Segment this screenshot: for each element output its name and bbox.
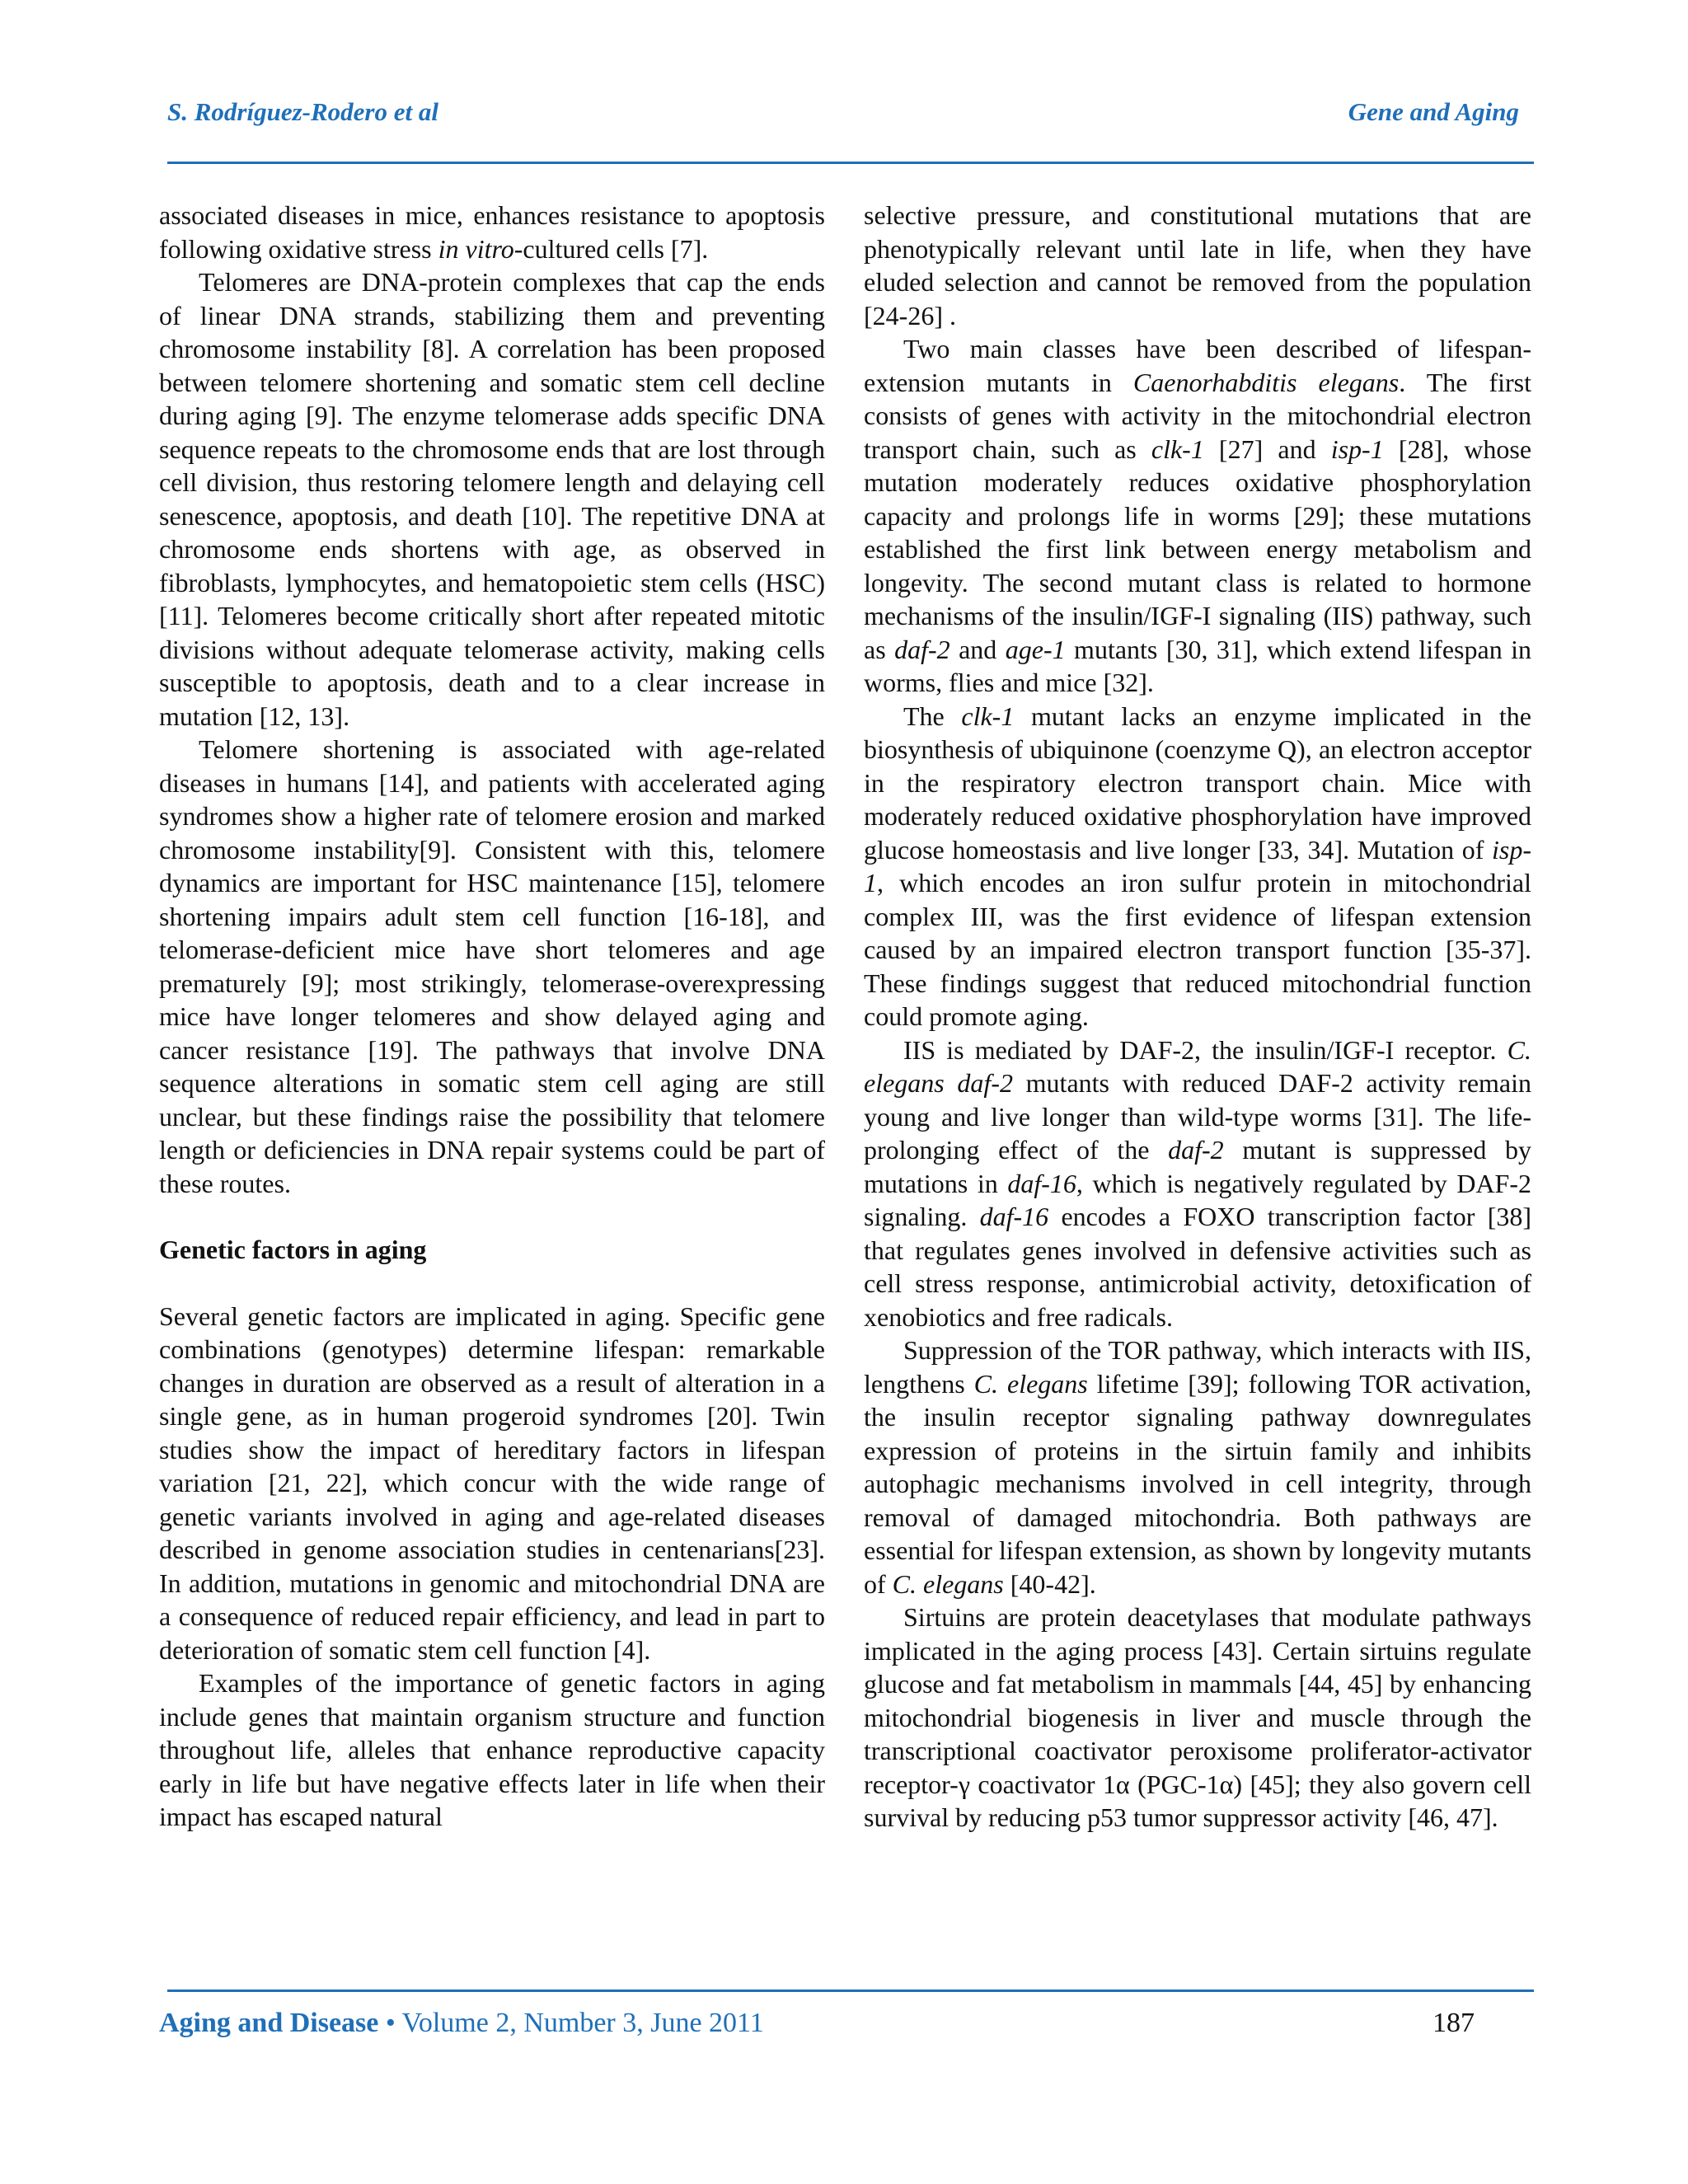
paragraph: The clk-1 mutant lacks an enzyme implicated in the biosynthesis of ubiquinone (coenzyme Q), an electron acceptor in the respiratory electron transport chain. Mice with moderately reduced oxidative phosphorylation have improved glucose homeostasis and live longer [33, 34]. Mutation of isp-1, which encodes an iron sulfur protein in mitochondrial complex III, was the first evidence of lifespan extension caused by an impaired electron transport function [35-37]. These findings suggest that reduced mitochondrial function could promote aging. bbox=[864, 701, 1532, 1031]
running-header-authors: S. Rodríguez-Rodero et al bbox=[167, 97, 438, 126]
page-number: 187 bbox=[1432, 2008, 1475, 2038]
paragraph: IIS is mediated by DAF-2, the insulin/IGF-I receptor. C. elegans daf-2 mutants with reduced DAF-2 activity remain young and live longer than wild-type worms [31]. The life-prolonging effect of the daf-2 mutant is suppressed by mutations in daf-16, which is negatively regulated by DAF-2 signaling. daf-16 encodes a FOXO transcription factor [38] that regulates genes involved in defensive activities such as cell stress response, antimicrobial activity, detoxification of xenobiotics and free radicals. bbox=[864, 1034, 1532, 1332]
paragraph: Two main classes have been described of lifespan-extension mutants in Caenorhabditis elegans. The first consists of genes with activity in the mitochondrial electron transport chain, such as clk-1 [27] and isp-1 [28], whose mutation moderately reduces oxidative phosphorylation capacity and prolongs life in worms [29]; these mutations established the first link between energy metabolism and longevity. The second mutant class is related to hormone mechanisms of the insulin/IGF-I signaling (IIS) pathway, such as daf-2 and age-1 mutants [30, 31], which extend lifespan in worms, flies and mice [32]. bbox=[864, 334, 1532, 697]
running-header-title: Gene and Aging bbox=[1348, 97, 1519, 126]
left-column bbox=[159, 199, 825, 1834]
paragraph: Several genetic factors are implicated in aging. Specific gene combinations (genotypes) determine lifespan: remarkable changes in duration are observed as a result of alteration in a single gene, as in human progeroid syndromes [20]. Twin studies show the impact of hereditary factors in lifespan variation [21, 22], which concur with the wide range of genetic variants involved in aging and age-related diseases described in genome association studies in centenarians[23]. In addition, mutations in genomic and mitochondrial DNA are a consequence of reduced repair efficiency, and lead in part to deterioration of somatic stem cell function [4]. bbox=[159, 1301, 825, 1665]
footer-citation bbox=[159, 2008, 764, 2039]
paragraph: Telomere shortening is associated with age-related diseases in humans [14], and patients with accelerated aging syndromes show a higher rate of telomere erosion and marked chromosome instability[9]. Consistent with this, telomere dynamics are important for HSC maintenance [15], telomere shortening impairs adult stem cell function [16-18], and telomerase-deficient mice have short telomeres and age prematurely [9]; most strikingly, telomerase-overexpressing mice have longer telomeres and show delayed aging and cancer resistance [19]. The pathways that involve DNA sequence alterations in somatic stem cell aging are still unclear, but these findings raise the possibility that telomere length or deficiencies in DNA repair systems could be part of these routes. bbox=[159, 734, 825, 1198]
footer-rule bbox=[167, 1990, 1534, 1992]
journal-issue: Volume 2, Number 3, June 2011 bbox=[401, 2008, 764, 2038]
footer-separator: • bbox=[378, 2008, 402, 2038]
paragraph: Sirtuins are protein deacetylases that modulate pathways implicated in the aging process [43]. Certain sirtuins regulate glucose and fat metabolism in mammals [44, 45] by enhancing mitochondrial biogenesis in liver and muscle through the transcriptional coactivator peroxisome proliferator-activator receptor-γ coactivator 1α (PGC-1α) [45]; they also govern cell survival by reducing p53 tumor suppressor activity [46, 47]. bbox=[864, 1602, 1531, 1832]
paragraph: associated diseases in mice, enhances resistance to apoptosis following oxidative stress in vitro-cultured cells [7]. bbox=[159, 200, 825, 264]
paragraph: Telomeres are DNA-protein complexes that cap the ends of linear DNA strands, stabilizing them and preventing chromosome instability [8]. A correlation has been proposed between telomere shortening and somatic stem cell decline during aging [9]. The enzyme telomerase adds specific DNA sequence repeats to the chromosome ends that are lost through cell division, thus restoring telomere length and delaying cell senescence, apoptosis, and death [10]. The repetitive DNA at chromosome ends shortens with age, as observed in fibroblasts, lymphocytes, and hematopoietic stem cells (HSC) [11]. Telomeres become critically short after repeated mitotic divisions without adequate telomerase activity, making cells susceptible to apoptosis, death and to a clear increase in mutation [12, 13]. bbox=[159, 267, 825, 731]
paragraph: selective pressure, and constitutional mutations that are phenotypically relevant until late in life, when they have eluded selection and cannot be removed from the population [24-26] . bbox=[864, 200, 1531, 330]
section-heading: Genetic factors in aging bbox=[159, 1235, 427, 1264]
journal-name: Aging and Disease bbox=[159, 2008, 379, 2038]
paragraph: Examples of the importance of genetic factors in aging include genes that maintain organism structure and function throughout life, alleles that enhance reproductive capacity early in life but have negative effects later in life when their impact has escaped natural bbox=[159, 1668, 825, 1831]
paragraph: Suppression of the TOR pathway, which interacts with IIS, lengthens C. elegans lifetime [39]; following TOR activation, the insulin receptor signaling pathway downregulates expression of proteins in the sirtuin family and inhibits autophagic mechanisms involved in cell integrity, through removal of damaged mitochondria. Both pathways are essential for lifespan extension, as shown by longevity mutants of C. elegans [40-42]. bbox=[864, 1335, 1532, 1599]
right-column bbox=[864, 199, 1531, 1835]
header-rule bbox=[167, 162, 1534, 164]
